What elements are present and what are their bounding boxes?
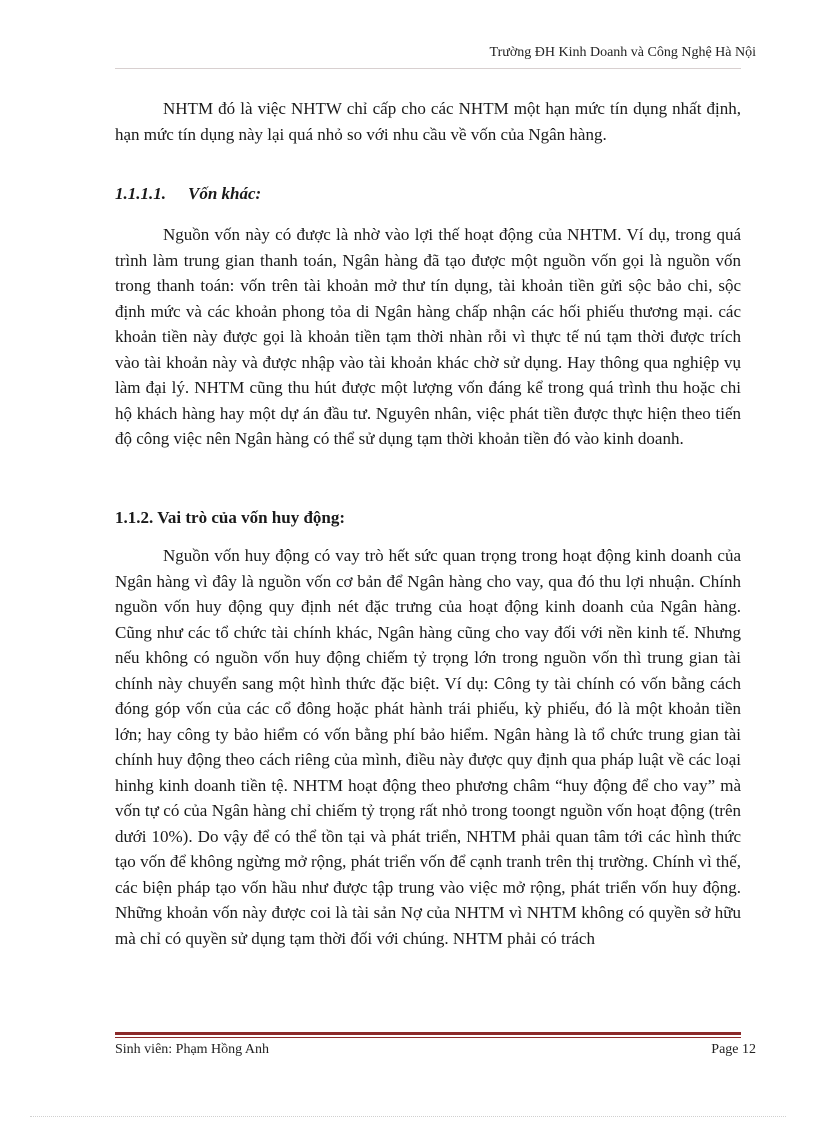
page-bottom-dotted-line [30, 1116, 786, 1117]
page-header: Trường ĐH Kinh Doanh và Công Nghệ Hà Nội [489, 45, 756, 60]
footer-divider-thick [115, 1032, 741, 1035]
section-1111-heading [115, 184, 261, 204]
footer-student: Sinh viên: Phạm Hồng Anh [115, 1042, 270, 1057]
section-112-heading: 1.1.2. Vai trò của vốn huy động: [115, 508, 346, 527]
section-112-paragraph: Nguồn vốn huy động có vay trò hết sức quan trọng trong hoạt động kinh doanh của Ngân hàng vì đây là nguồn vốn cơ bản để Ngân hàng cho vay, qua đó thu lợi nhuận. Chính nguồn vốn huy động quy định nét đặc trưng của hoạt động kinh doanh của Ngân hàng. Cũng như các tổ chức tài chính khác, Ngân hàng cũng cho vay đối với nền kinh tế. Nhưng nếu không có nguồn vốn huy động chiếm tỷ trọng lớn trong nguồn vốn thì trung gian tài chính này chuyển sang một hình thức đặc biệt. Ví dụ: Công ty tài chính có vốn bằng cách đóng góp vốn của các cổ đông hoặc phát hành trái phiếu, kỳ phiếu, đó là một khoản tiền lớn; hay công ty bảo hiểm có vốn bằng phí bảo hiểm. Ngân hàng là tổ chức trung gian tài chính huy động theo cách riêng của mình, điều này được quy định qua pháp luật về các loại hinhg kinh doanh tiền tệ. NHTM hoạt động theo phương châm “huy động để cho vay” mà vốn tự có của Ngân hàng chỉ chiếm tỷ trọng rất nhỏ trong toongt nguồn vốn hoạt động (trên dưới 10%). Do vậy để có thể tồn tại và phát triển, NHTM phải quan tâm tới các hình thức tạo vốn để không ngừng mở rộng, phát triển vốn để cạnh tranh trên thị trường. Chính vì thế, các biện pháp tạo vốn hầu như được tập trung vào việc mở rộng, phát triển vốn huy động. Những khoản vốn này được coi là tài sản Nợ của NHTM vì NHTM không có quyền sở hữu mà chỉ có quyền sử dụng tạm thời đối với chúng. NHTM phải có trách [115, 546, 741, 948]
intro-block [115, 96, 741, 147]
section-112-block [115, 543, 741, 951]
section-1111-block [115, 222, 741, 452]
section-1111-number: 1.1.1.1. [115, 184, 166, 203]
header-divider [115, 68, 741, 69]
section-1111-title: Vốn khác: [188, 184, 262, 203]
intro-paragraph: NHTM đó là việc NHTW chỉ cấp cho các NHTM một hạn mức tín dụng nhất định, hạn mức tín dụng này lại quá nhỏ so với nhu cầu về vốn của Ngân hàng. [115, 99, 741, 144]
footer-page-number: Page 12 [711, 1042, 756, 1057]
footer-divider-thin [115, 1037, 741, 1038]
section-1111-paragraph: Nguồn vốn này có được là nhờ vào lợi thế hoạt động của NHTM. Ví dụ, trong quá trình làm trung gian thanh toán, Ngân hàng đã tạo được một nguồn vốn gọi là nguồn vốn trong thanh toán: vốn trên tài khoản mở thư tín dụng, tài khoản tiền gửi sộc bảo chi, sộc định mức và các khoản phong tỏa di Ngân hàng chấp nhận các hối phiếu thương mại. các khoản tiền này được gọi là khoản tiền tạm thời nhàn rỗi vì thực tế nú tạm thời được trích vào tài khoản này và được nhập vào tài khoản khác chờ sử dụng. Hay thông qua nghiệp vụ làm đại lý. NHTM cũng thu hút được một lượng vốn đáng kể trong quá trình thu hoặc chi hộ khách hàng hay một dự án đầu tư. Nguyên nhân, việc phát tiền được thực hiện theo tiến độ công việc nên Ngân hàng có thể sử dụng tạm thời khoản tiền đó vào kinh doanh. [115, 225, 741, 448]
